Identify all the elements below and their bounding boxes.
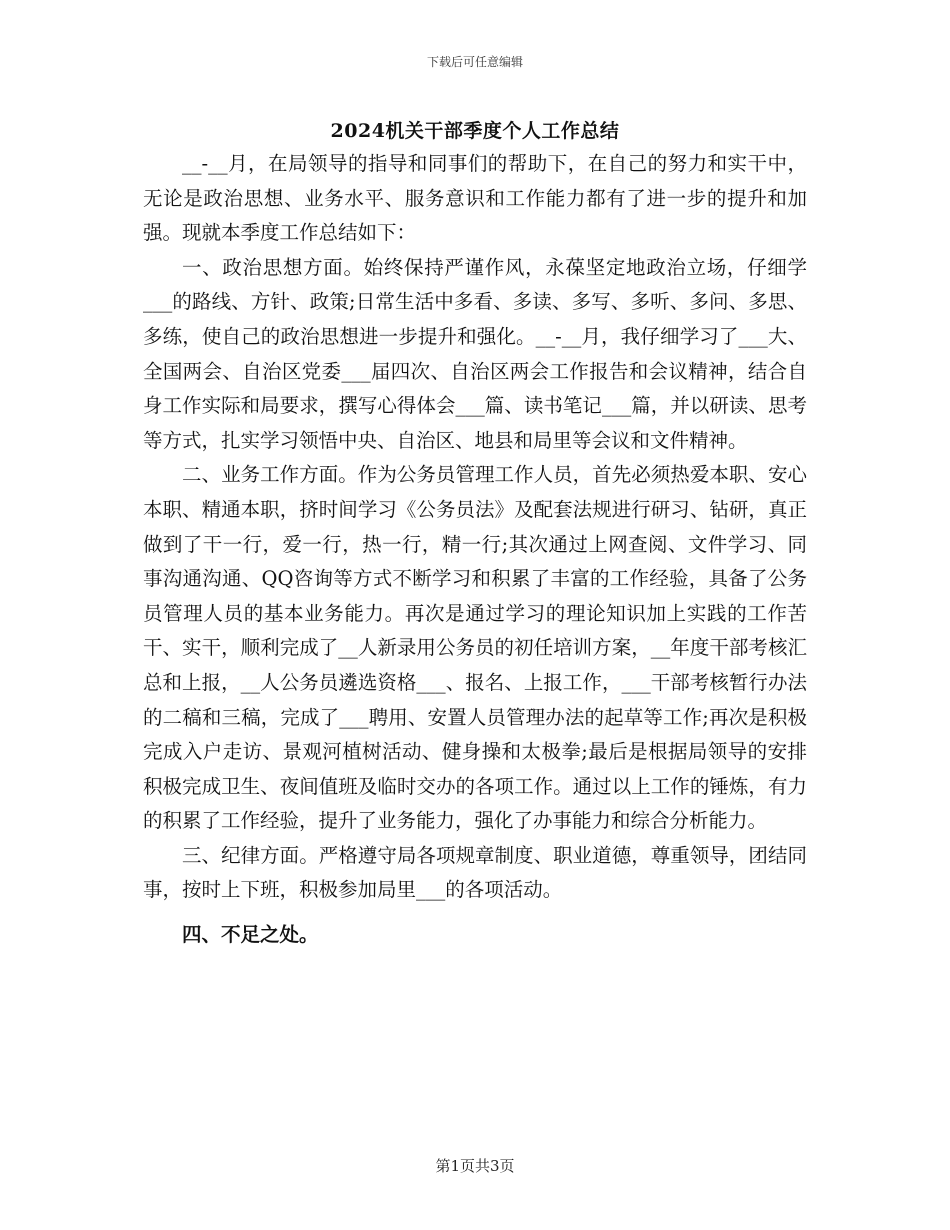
document-title: 2024机关干部季度个人工作总结 <box>330 120 620 142</box>
document-body <box>143 147 807 953</box>
header-note: 下载后可任意编辑 <box>426 55 523 69</box>
page-number: 第1页共3页 <box>435 1157 515 1175</box>
paragraph-intro: __-__月，在局领导的指导和同事们的帮助下，在自己的努力和实干中，无论是政治思想、业务水平、服务意识和工作能力都有了进一步的提升和加强。现就本季度工作总结如下： <box>143 152 807 245</box>
paragraph-discipline: 三、纪律方面。严格遵守局各项规章制度、职业道德，尊重领导，团结同事，按时上下班，积极参加局里___的各项活动。 <box>143 843 807 902</box>
paragraph-political: 一、政治思想方面。始终保持严谨作风，永葆坚定地政治立场，仔细学___的路线、方针、政策;日常生活中多看、多读、多写、多听、多问、多思、多练，使自己的政治思想进一步提升和强化。__-__月，我仔细学习了___大、全国两会、自治区党委___届四次、自治区两会工作报告和会议精神，结合自身工作实际和局要求，撰写心得体会___篇、读书笔记___篇，并以研读、思考等方式，扎实学习领悟中央、自治区、地县和局里等会议和文件精神。 <box>143 255 807 452</box>
paragraph-business: 二、业务工作方面。作为公务员管理工作人员，首先必须热爱本职、安心本职、精通本职，挤时间学习《公务员法》及配套法规进行研习、钻研，真正做到了干一行，爱一行，热一行，精一行;其次通过上网查阅、文件学习、同事沟通沟通、QQ咨询等方式不断学习和积累了丰富的工作经验，具备了公务员管理人员的基本业务能力。再次是通过学习的理论知识加上实践的工作苦干、实干，顺利完成了__人新录用公务员的初任培训方案，__年度干部考核汇总和上报，__人公务员遴选资格___、报名、上报工作，___干部考核暂行办法的二稿和三稿，完成了___聘用、安置人员管理办法的起草等工作;再次是积极完成入户走访、景观河植树活动、健身操和太极拳;最后是根据局领导的安排积极完成卫生、夜间值班及临时交办的各项工作。通过以上工作的锤炼，有力的积累了工作经验，提升了业务能力，强化了办事能力和综合分析能力。 <box>143 463 807 833</box>
section-heading-shortcomings: 四、不足之处。 <box>182 923 319 947</box>
